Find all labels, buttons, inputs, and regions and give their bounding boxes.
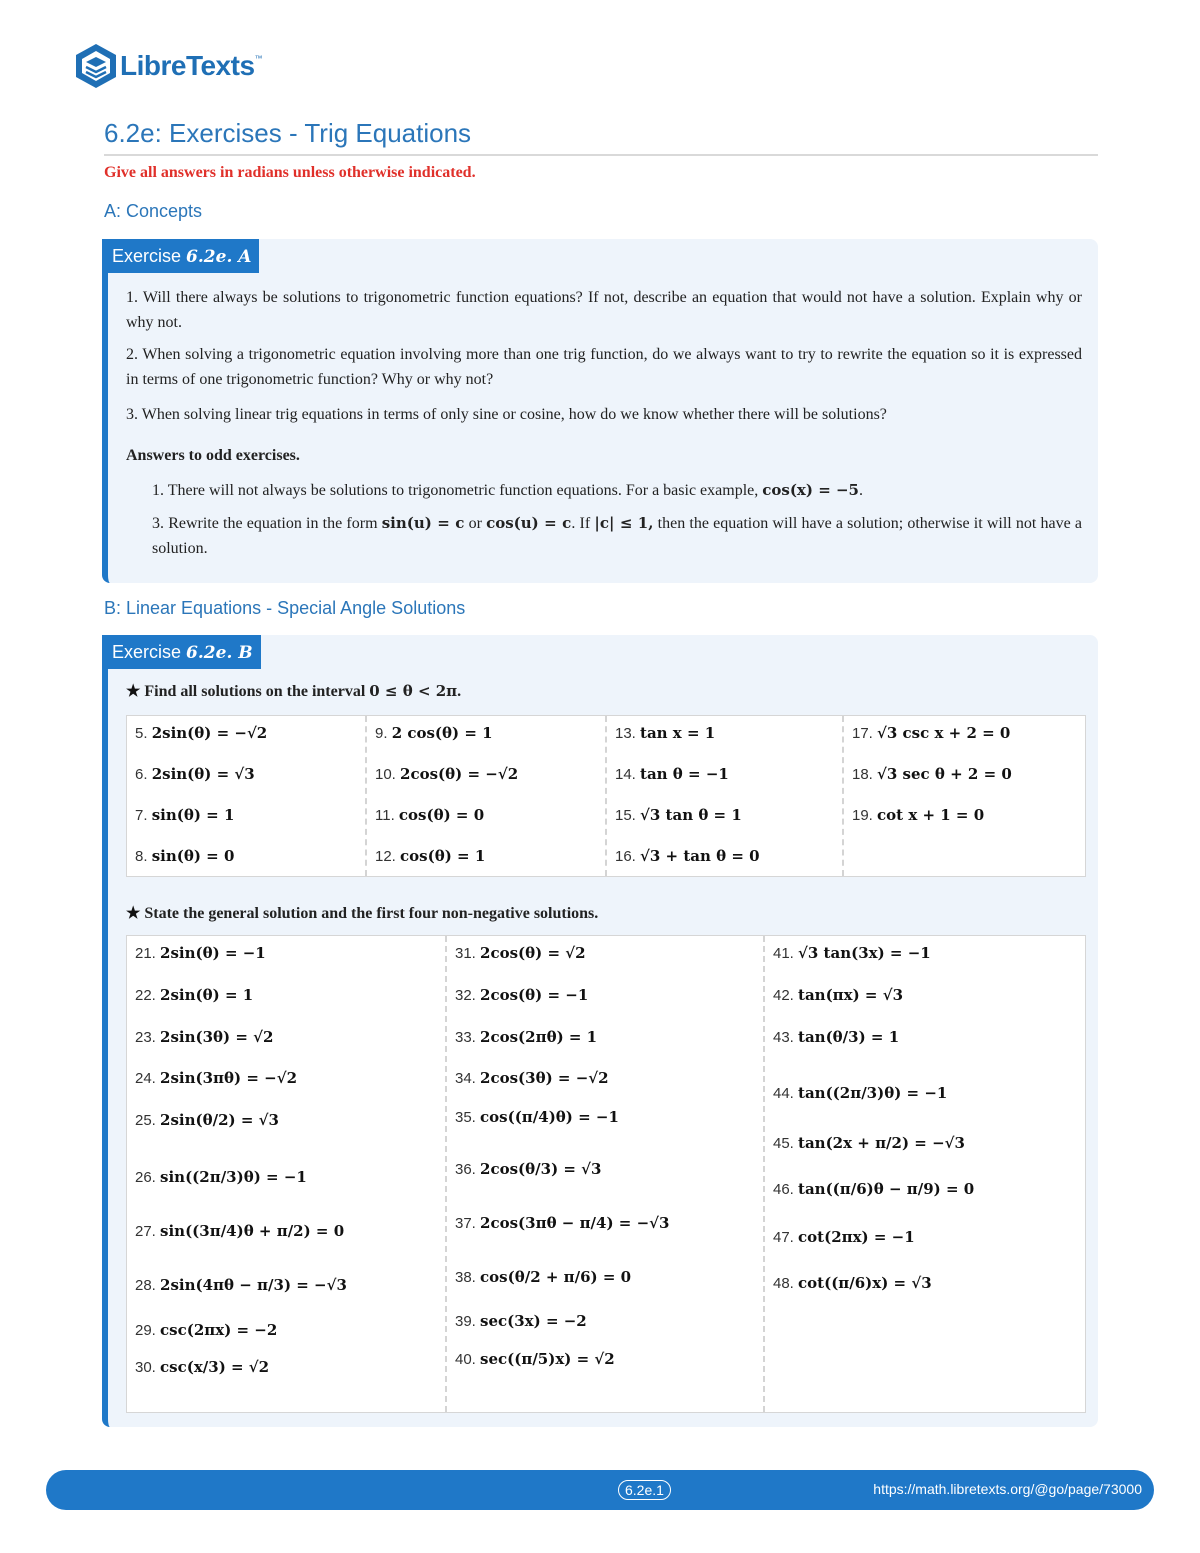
grid-column (127, 716, 367, 876)
exercise-item (773, 1084, 947, 1102)
exercise-item (773, 1274, 932, 1292)
exercise-item (375, 724, 493, 742)
grid-column (367, 716, 607, 876)
exercise-tab-number: 6.2e. B (186, 643, 253, 663)
exercise-number: 12. (375, 848, 396, 865)
exercise-tab-label: Exercise (112, 246, 182, 266)
exercise-number: 22. (135, 987, 156, 1004)
exercise-item (773, 1228, 915, 1246)
exercise-equation: 2cos(3θ) = −√2 (480, 1069, 609, 1087)
exercise-equation: csc(x/3) = √2 (160, 1358, 270, 1376)
exercise-item (455, 986, 588, 1004)
libretexts-logo[interactable] (74, 40, 263, 92)
answer-3 (152, 511, 1082, 561)
star-1-math: 0 ≤ θ < 2π (369, 682, 458, 700)
exercise-number: 17. (852, 725, 873, 742)
exercise-number: 47. (773, 1229, 794, 1246)
question-2: 2. When solving a trigonometric equation involving more than one trig function, do we always want to try to rewrite the equation so it is expressed in terms of one trigonometric function? Why or why not? (126, 346, 1082, 388)
section-heading-concepts: A: Concepts (104, 201, 203, 221)
exercise-equation: 2 cos(θ) = 1 (391, 724, 493, 742)
exercise-equation: 2cos(θ) = √2 (480, 944, 586, 962)
grid-column (765, 936, 1085, 1412)
title-divider (104, 154, 1098, 156)
exercise-number: 42. (773, 987, 794, 1004)
exercise-equation: cos((π/4)θ) = −1 (480, 1108, 619, 1126)
exercise-number: 43. (773, 1029, 794, 1046)
exercise-number: 38. (455, 1269, 476, 1286)
exercise-grid-special-angles (126, 715, 1086, 877)
exercise-equation: cos(θ) = 1 (400, 847, 486, 865)
exercise-equation: cos(θ/2 + π/6) = 0 (480, 1268, 632, 1286)
exercise-number: 8. (135, 848, 148, 865)
exercise-item (773, 1134, 965, 1152)
exercise-equation: 2cos(θ) = −√2 (400, 765, 519, 783)
answer-3-math-1: sin(u) = c (381, 514, 465, 532)
exercise-equation: csc(2πx) = −2 (160, 1321, 278, 1339)
exercise-number: 24. (135, 1070, 156, 1087)
exercise-number: 10. (375, 766, 396, 783)
exercise-item (135, 1321, 277, 1339)
exercise-number: 7. (135, 807, 148, 824)
exercise-item (135, 986, 253, 1004)
exercise-equation: 2cos(θ) = −1 (480, 986, 589, 1004)
exercise-equation: 2cos(2πθ) = 1 (480, 1028, 598, 1046)
instruction-general-solution (126, 903, 598, 923)
page-title: 6.2e: Exercises - Trig Equations (104, 118, 472, 148)
libretexts-logo-icon (74, 42, 118, 90)
exercise-item (455, 1350, 615, 1368)
exercise-equation: 2sin(θ) = √3 (151, 765, 255, 783)
exercise-number: 48. (773, 1275, 794, 1292)
exercise-item (852, 765, 1012, 783)
exercise-equation: √3 tan(3x) = −1 (798, 944, 931, 962)
exercise-number: 21. (135, 945, 156, 962)
exercise-item (375, 765, 518, 783)
exercise-item (135, 944, 266, 962)
exercise-equation: 2sin(θ) = −√2 (151, 724, 268, 742)
exercise-number: 25. (135, 1112, 156, 1129)
exercise-number: 46. (773, 1181, 794, 1198)
exercise-number: 27. (135, 1223, 156, 1240)
exercise-equation: cot x + 1 = 0 (877, 806, 985, 824)
answer-3-text-c: . If (571, 515, 595, 532)
exercise-item (135, 765, 255, 783)
exercise-item (135, 724, 267, 742)
answer-3-math-2: cos(u) = c (486, 514, 572, 532)
exercise-item (135, 1168, 307, 1186)
exercise-item (135, 1028, 273, 1046)
exercise-equation: 2sin(3θ) = √2 (160, 1028, 274, 1046)
exercise-equation: tan(πx) = √3 (798, 986, 904, 1004)
answer-3-text-d: then the equation will have a solution; otherwise it will not have a solution. (152, 515, 1083, 557)
exercise-equation: 2sin(3πθ) = −√2 (160, 1069, 298, 1087)
answer-3-math-3: |c| ≤ 1, (594, 514, 654, 532)
exercise-number: 6. (135, 766, 148, 783)
trademark-mark: ™ (254, 54, 263, 63)
exercise-equation: cos(θ) = 0 (398, 806, 485, 824)
grid-column (447, 936, 765, 1412)
exercise-number: 35. (455, 1109, 476, 1126)
exercise-grid-general-solutions (126, 935, 1086, 1413)
answer-3-text-b: or (464, 515, 487, 532)
exercise-item (135, 806, 234, 824)
exercise-item (455, 1268, 631, 1286)
exercise-number: 15. (615, 807, 636, 824)
exercise-equation: 2sin(θ) = −1 (160, 944, 266, 962)
section-heading-linear-equations: B: Linear Equations - Special Angle Solutions (104, 598, 466, 618)
exercise-number: 9. (375, 725, 388, 742)
exercise-number: 37. (455, 1215, 476, 1232)
exercise-number: 28. (135, 1277, 156, 1294)
star-2-text: State the general solution and the first four non-negative solutions. (144, 905, 599, 922)
exercise-number: 33. (455, 1029, 476, 1046)
exercise-number: 23. (135, 1029, 156, 1046)
exercise-tab-number: 6.2e. A (186, 247, 252, 267)
exercise-item (455, 1028, 597, 1046)
exercise-item (615, 724, 715, 742)
star-icon: ★ (126, 683, 141, 700)
exercise-equation: tan(2x + π/2) = −√3 (798, 1134, 965, 1152)
exercise-number: 19. (852, 807, 873, 824)
exercise-item (135, 1069, 297, 1087)
exercise-equation: 2cos(3πθ − π/4) = −√3 (480, 1214, 670, 1232)
exercise-equation: sin((3π/4)θ + π/2) = 0 (160, 1222, 345, 1240)
exercise-item (615, 847, 760, 865)
exercise-equation: tan(θ/3) = 1 (798, 1028, 900, 1046)
exercise-number: 32. (455, 987, 476, 1004)
exercise-equation: 2cos(θ/3) = √3 (480, 1160, 602, 1178)
exercise-equation: tan((2π/3)θ) = −1 (798, 1084, 948, 1102)
exercise-item (135, 1358, 269, 1376)
question-3: 3. When solving linear trig equations in terms of only sine or cosine, how do we know whether there will be solutions? (126, 406, 887, 423)
exercise-equation: tan θ = −1 (640, 765, 729, 783)
exercise-item (615, 765, 729, 783)
exercise-number: 40. (455, 1351, 476, 1368)
exercise-item (455, 1214, 669, 1232)
exercise-equation: sin(θ) = 1 (151, 806, 235, 824)
page-footer (46, 1470, 1154, 1510)
answer-1-math: cos(x) = −5 (762, 481, 859, 499)
exercise-number: 36. (455, 1161, 476, 1178)
exercise-item (455, 944, 586, 962)
star-1-text: Find all solutions on the interval (144, 683, 370, 700)
exercise-number: 26. (135, 1169, 156, 1186)
footer-url-link[interactable]: https://math.libretexts.org/@go/page/73000 (873, 1481, 1142, 1497)
exercise-item (852, 724, 1010, 742)
answer-1 (152, 478, 1082, 503)
exercise-number: 16. (615, 848, 636, 865)
exercise-box-a (102, 239, 1098, 583)
exercise-tab-a (102, 239, 259, 273)
exercise-item (773, 986, 903, 1004)
exercise-number: 39. (455, 1313, 476, 1330)
question-1: 1. Will there always be solutions to trigonometric function equations? If not, describe an equation that would not have a solution. Explain why or why not. (126, 289, 1082, 331)
exercise-number: 30. (135, 1359, 156, 1376)
exercise-item (455, 1108, 619, 1126)
exercise-item (135, 847, 234, 865)
exercise-number: 13. (615, 725, 636, 742)
exercise-number: 34. (455, 1070, 476, 1087)
grid-column (607, 716, 844, 876)
exercise-tab-label: Exercise (112, 642, 182, 662)
exercise-item (852, 806, 984, 824)
footer-page-number: 6.2e.1 (618, 1480, 671, 1500)
exercise-equation: tan((π/6)θ − π/9) = 0 (798, 1180, 975, 1198)
exercise-number: 11. (375, 807, 395, 824)
exercise-equation: 2sin(θ/2) = √3 (160, 1111, 279, 1129)
exercise-item (375, 806, 484, 824)
grid-column (127, 936, 447, 1412)
answer-1-end: . (859, 482, 863, 499)
exercise-number: 31. (455, 945, 476, 962)
instruction-note: Give all answers in radians unless otherwise indicated. (104, 164, 476, 181)
exercise-equation: sec((π/5)x) = √2 (480, 1350, 615, 1368)
exercise-equation: √3 sec θ + 2 = 0 (877, 765, 1012, 783)
exercise-item (455, 1069, 609, 1087)
exercise-item (455, 1160, 601, 1178)
exercise-number: 29. (135, 1322, 156, 1339)
exercise-number: 44. (773, 1085, 794, 1102)
exercise-item (615, 806, 742, 824)
exercise-number: 45. (773, 1135, 794, 1152)
star-1-end: . (457, 683, 462, 700)
exercise-equation: tan x = 1 (640, 724, 716, 742)
exercise-equation: √3 tan θ = 1 (640, 806, 742, 824)
star-icon: ★ (126, 905, 141, 922)
exercise-equation: sin((2π/3)θ) = −1 (160, 1168, 307, 1186)
exercise-equation: cot(2πx) = −1 (798, 1228, 915, 1246)
instruction-find-solutions (126, 681, 461, 701)
exercise-equation: √3 + tan θ = 0 (640, 847, 760, 865)
exercise-equation: sin(θ) = 0 (151, 847, 235, 865)
exercise-equation: 2sin(θ) = 1 (160, 986, 254, 1004)
exercise-tab-b (102, 635, 261, 669)
exercise-box-b (102, 635, 1098, 1427)
exercise-item (135, 1222, 344, 1240)
exercise-item (455, 1312, 587, 1330)
exercise-number: 41. (773, 945, 794, 962)
exercise-equation: sec(3x) = −2 (480, 1312, 587, 1330)
answers-heading: Answers to odd exercises. (126, 447, 300, 464)
answer-3-text-a: 3. Rewrite the equation in the form (152, 515, 382, 532)
exercise-equation: 2sin(4πθ − π/3) = −√3 (160, 1276, 347, 1294)
exercise-item (773, 1180, 974, 1198)
brand-name: LibreTexts (120, 50, 255, 81)
exercise-number: 14. (615, 766, 636, 783)
exercise-number: 5. (135, 725, 148, 742)
answer-1-text: 1. There will not always be solutions to trigonometric function equations. For a basic example, (152, 482, 763, 499)
exercise-equation: cot((π/6)x) = √3 (798, 1274, 932, 1292)
exercise-number: 18. (852, 766, 873, 783)
exercise-item (375, 847, 485, 865)
grid-column (844, 716, 1085, 876)
exercise-item (135, 1111, 279, 1129)
exercise-item (773, 944, 931, 962)
exercise-item (773, 1028, 899, 1046)
exercise-equation: √3 csc x + 2 = 0 (877, 724, 1011, 742)
exercise-item (135, 1276, 347, 1294)
